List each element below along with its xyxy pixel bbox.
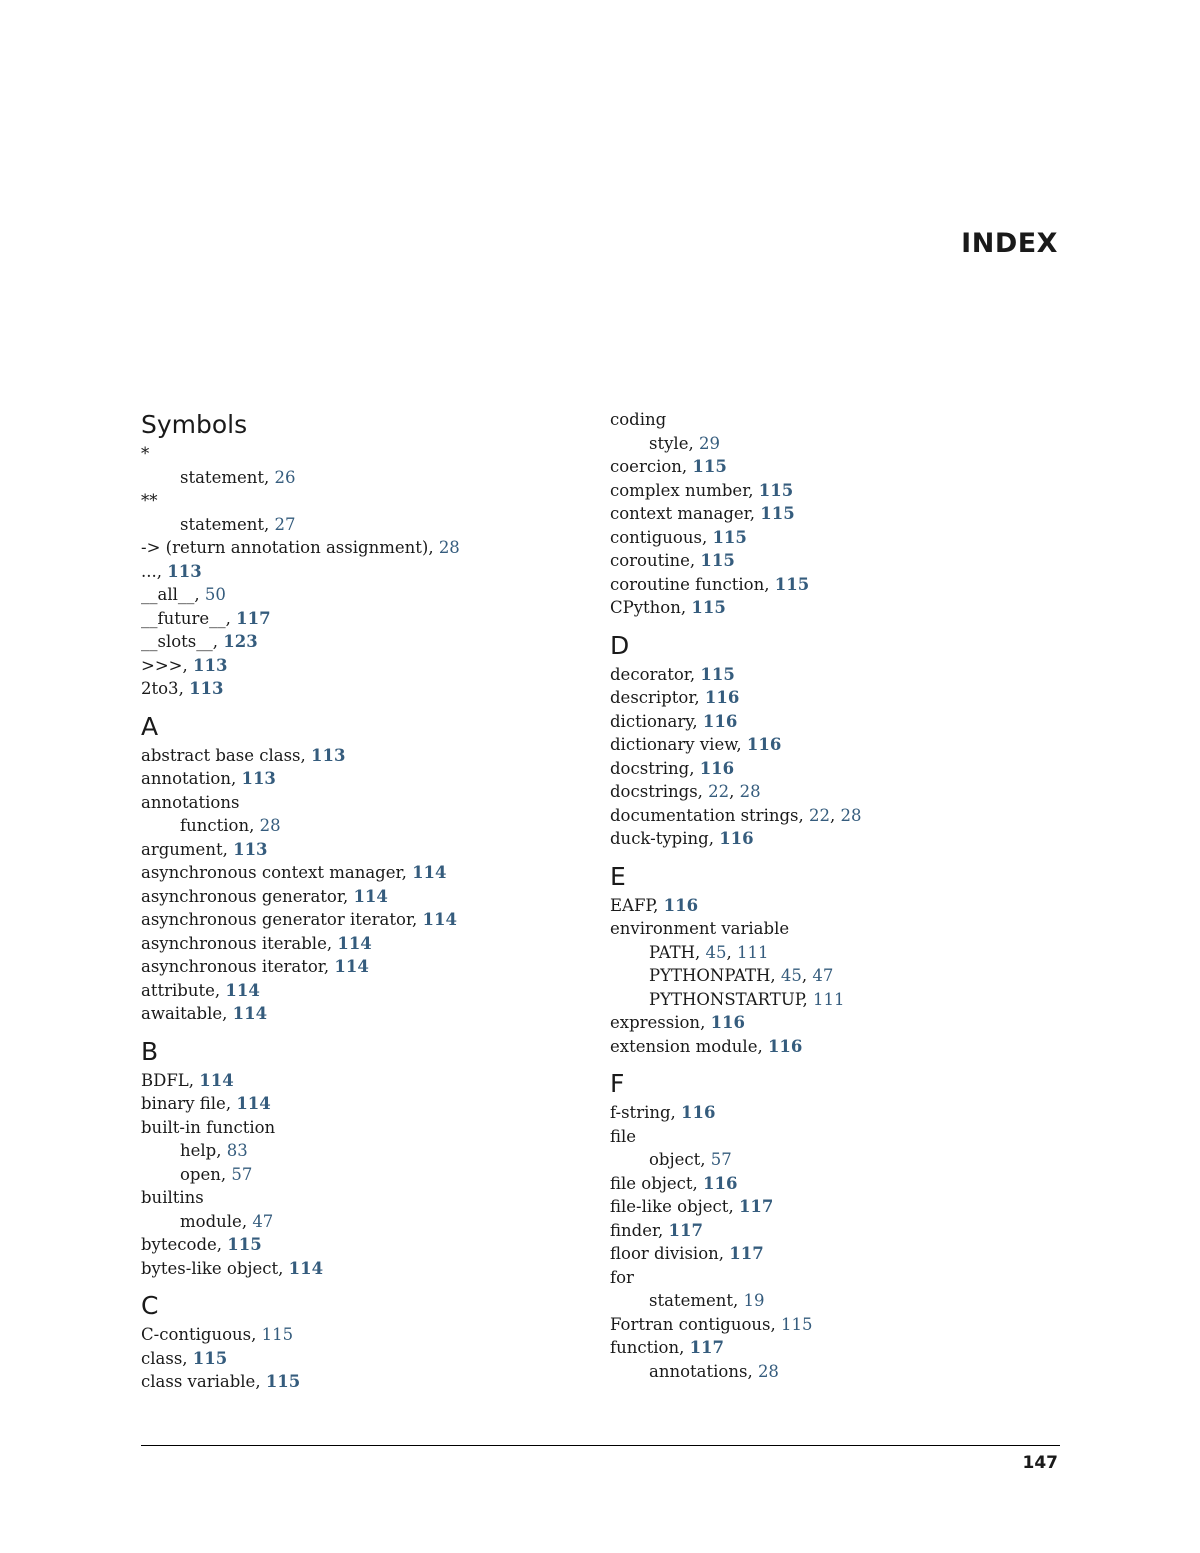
index-term: coding: [610, 410, 667, 429]
index-entry: dictionary, 116: [610, 711, 738, 731]
index-entry: bytecode, 115: [141, 1235, 262, 1254]
page-reference-link[interactable]: 114: [199, 1070, 234, 1090]
index-term: for: [610, 1267, 634, 1287]
index-subentry: PATH, 45, 111: [649, 942, 769, 962]
section-heading: A: [141, 711, 159, 741]
page-reference-link[interactable]: 116: [767, 1036, 803, 1056]
index-entry: [610, 1125, 1050, 1149]
page-reference-link[interactable]: 22: [708, 782, 730, 801]
page-reference-link[interactable]: 114: [334, 957, 369, 976]
page-reference-link[interactable]: 117: [689, 1338, 725, 1357]
index-entry: asynchronous generator, 114: [141, 886, 388, 906]
index-entry: CPython, 115: [610, 598, 726, 617]
index-term: f-string: [610, 1103, 671, 1122]
index-subentry: function, 28: [180, 816, 281, 835]
index-term: Fortran contiguous: [610, 1314, 771, 1334]
index-term: built-in function: [141, 1117, 276, 1137]
page-reference-link[interactable]: 28: [757, 1361, 779, 1381]
index-term: context manager: [610, 504, 750, 523]
index-column-left: [141, 408, 581, 1394]
page-reference-link[interactable]: 28: [840, 805, 862, 825]
index-term: PYTHONSTARTUP: [649, 989, 803, 1009]
page-reference-link[interactable]: 115: [700, 551, 735, 570]
page-reference-link[interactable]: 115: [758, 480, 794, 500]
index-term: documentation strings: [610, 805, 799, 825]
page-reference-link[interactable]: 117: [668, 1220, 703, 1240]
index-term: expression: [610, 1013, 701, 1032]
index-term: builtins: [141, 1188, 204, 1207]
index-term: help: [180, 1141, 217, 1160]
index-term: asynchronous generator iterator: [141, 910, 413, 929]
index-term: >>>: [141, 655, 183, 675]
index-entry: finder, 117: [610, 1220, 703, 1240]
page-reference-link[interactable]: 50: [204, 585, 226, 604]
page-reference-link[interactable]: 45: [780, 966, 802, 985]
index-entry: contiguous, 115: [610, 527, 747, 547]
index-term: __future__: [141, 608, 226, 628]
index-subentry: module, 47: [180, 1211, 274, 1231]
index-entry: f-string, 116: [610, 1103, 716, 1122]
page-reference-link[interactable]: 57: [231, 1164, 253, 1184]
section-heading: F: [610, 1069, 625, 1098]
index-entry: dictionary view, 116: [610, 735, 782, 754]
index-term: awaitable: [141, 1004, 223, 1023]
index-term: coroutine: [610, 551, 690, 570]
page-reference-link[interactable]: 115: [192, 1348, 228, 1368]
page-reference-link[interactable]: 115: [691, 598, 726, 617]
page-reference-link[interactable]: 111: [812, 989, 845, 1009]
index-term: abstract base class: [141, 745, 301, 765]
page-reference-link[interactable]: 114: [353, 886, 388, 906]
page-reference-link[interactable]: 114: [232, 1004, 268, 1023]
page-reference-link[interactable]: 22: [809, 805, 831, 825]
index-term: extension module: [610, 1036, 758, 1056]
index-term: statement: [649, 1291, 733, 1310]
page-reference-link[interactable]: 117: [729, 1244, 764, 1263]
page-reference-link[interactable]: 116: [704, 688, 740, 707]
index-term: asynchronous iterable: [141, 933, 327, 953]
index-entry: expression, 116: [610, 1013, 746, 1032]
page-reference-link[interactable]: 113: [167, 561, 202, 581]
index-entry: file-like object, 117: [610, 1197, 774, 1216]
index-term: __slots__: [141, 632, 213, 651]
index-entry: ..., 113: [141, 561, 202, 581]
page-reference-link[interactable]: 111: [737, 942, 769, 962]
page-reference-link[interactable]: 115: [692, 457, 727, 476]
section-heading: E: [610, 861, 626, 891]
index-entry: asynchronous context manager, 114: [141, 863, 447, 882]
index-term: PYTHONPATH: [649, 966, 771, 985]
page-reference-link[interactable]: 113: [189, 679, 224, 698]
index-entry: [610, 1266, 1050, 1290]
index-term: asynchronous generator: [141, 886, 343, 906]
index-term: coercion: [610, 457, 682, 476]
index-entry: asynchronous generator iterator, 114: [141, 910, 457, 929]
page-reference-link[interactable]: 47: [252, 1211, 274, 1231]
index-term: class variable: [141, 1372, 256, 1391]
index-subentry: PYTHONPATH, 45, 47: [649, 966, 834, 985]
section-heading: Symbols: [141, 410, 248, 439]
page-reference-link[interactable]: 113: [192, 655, 228, 675]
page-reference-link[interactable]: 116: [702, 711, 738, 731]
index-entry: docstring, 116: [610, 758, 735, 778]
index-term: -> (return annotation assignment): [141, 538, 429, 557]
index-term: file object: [610, 1173, 693, 1193]
index-subentry: annotations, 28: [649, 1361, 779, 1381]
index-entry: function, 117: [610, 1338, 725, 1357]
index-column-right: [610, 408, 1050, 1383]
index-term: function: [180, 816, 250, 835]
index-entry: duck-typing, 116: [610, 829, 754, 848]
index-entry: class variable, 115: [141, 1372, 301, 1391]
index-entry: 2to3, 113: [141, 679, 224, 698]
index-entry: __all__, 50: [141, 585, 226, 604]
page-reference-link[interactable]: 116: [746, 735, 782, 754]
index-entry: floor division, 117: [610, 1244, 764, 1263]
page-reference-link[interactable]: 114: [225, 980, 260, 1000]
index-term: BDFL: [141, 1070, 189, 1090]
section-heading: D: [610, 630, 630, 660]
index-term: file: [610, 1126, 637, 1146]
index-term: bytecode: [141, 1235, 217, 1254]
page-reference-link[interactable]: 45: [705, 942, 727, 962]
page-reference-link[interactable]: 116: [703, 1173, 738, 1193]
page-reference-link[interactable]: 115: [760, 504, 795, 523]
page-reference-link[interactable]: 28: [438, 538, 460, 557]
index-term: descriptor: [610, 688, 695, 707]
page-number: 147: [1022, 1453, 1058, 1473]
page-reference-link[interactable]: 113: [311, 745, 346, 765]
page-reference-link[interactable]: 29: [698, 433, 720, 453]
page-reference-link[interactable]: 115: [227, 1235, 262, 1254]
index-term: open: [180, 1164, 221, 1184]
index-entry: docstrings, 22, 28: [610, 782, 761, 801]
index-term: coroutine function: [610, 574, 765, 594]
index-entry: [141, 489, 581, 513]
index-subentry: statement, 19: [649, 1291, 765, 1310]
index-entry: coercion, 115: [610, 457, 727, 476]
index-term: decorator: [610, 664, 690, 684]
index-entry: Fortran contiguous, 115: [610, 1314, 813, 1334]
page-reference-link[interactable]: 115: [774, 574, 810, 594]
page-reference-link[interactable]: 28: [739, 782, 761, 801]
index-term: style: [649, 433, 689, 453]
page-reference-link[interactable]: 116: [681, 1103, 716, 1122]
index-subentry: style, 29: [649, 433, 720, 453]
index-term: module: [180, 1211, 242, 1231]
page-reference-link[interactable]: 116: [663, 895, 699, 915]
index-entry: BDFL, 114: [141, 1070, 234, 1090]
index-subentry: help, 83: [180, 1141, 248, 1160]
page-reference-link[interactable]: 114: [236, 1094, 271, 1113]
footer-rule: [141, 1445, 1060, 1446]
index-subentry: PYTHONSTARTUP, 111: [649, 989, 845, 1009]
index-entry: binary file, 114: [141, 1094, 271, 1113]
index-entry: decorator, 115: [610, 664, 735, 684]
index-term: dictionary: [610, 711, 693, 731]
page-reference-link[interactable]: 115: [712, 527, 747, 547]
section-heading: C: [141, 1291, 159, 1320]
index-term: object: [649, 1150, 701, 1169]
index-term: asynchronous iterator: [141, 957, 324, 976]
index-entry: __slots__, 123: [141, 632, 258, 651]
index-entry: extension module, 116: [610, 1036, 803, 1056]
index-entry: EAFP, 116: [610, 895, 699, 915]
index-entry: -> (return annotation assignment), 28: [141, 538, 460, 557]
page-reference-link[interactable]: 115: [265, 1372, 301, 1391]
index-entry: context manager, 115: [610, 504, 795, 523]
index-entry: coroutine, 115: [610, 551, 735, 570]
index-term: finder: [610, 1220, 659, 1240]
index-entry: descriptor, 116: [610, 688, 740, 707]
index-entry: bytes-like object, 114: [141, 1258, 324, 1278]
index-term: environment variable: [610, 919, 790, 938]
index-entry: argument, 113: [141, 839, 268, 859]
page-reference-link[interactable]: 116: [699, 758, 735, 778]
page-reference-link[interactable]: 117: [236, 608, 271, 628]
index-term: duck-typing: [610, 829, 709, 848]
page-reference-link[interactable]: 114: [288, 1258, 324, 1278]
index-term: annotations: [649, 1361, 748, 1381]
index-term: binary file: [141, 1094, 226, 1113]
index-entry: awaitable, 114: [141, 1004, 268, 1023]
page-reference-link[interactable]: 115: [261, 1325, 294, 1344]
index-subentry: object, 57: [649, 1150, 732, 1169]
index-entry: complex number, 115: [610, 480, 794, 500]
page-reference-link[interactable]: 83: [226, 1141, 248, 1160]
page-reference-link[interactable]: 114: [337, 933, 372, 953]
index-entry: annotation, 113: [141, 769, 276, 788]
index-term: CPython: [610, 598, 681, 617]
page-reference-link[interactable]: 115: [781, 1314, 813, 1334]
page-reference-link[interactable]: 113: [233, 839, 268, 859]
index-entry: coroutine function, 115: [610, 574, 810, 594]
page-reference-link[interactable]: 116: [710, 1013, 746, 1032]
index-term: class: [141, 1348, 183, 1368]
index-entry: abstract base class, 113: [141, 745, 346, 765]
index-term: function: [610, 1338, 680, 1357]
index-term: statement: [180, 514, 264, 534]
index-term: docstring: [610, 758, 690, 778]
index-entry: __future__, 117: [141, 608, 271, 628]
index-subentry: open, 57: [180, 1164, 253, 1184]
index-term: **: [141, 491, 158, 510]
page-reference-link[interactable]: 19: [743, 1291, 765, 1310]
page-reference-link[interactable]: 116: [719, 829, 754, 848]
page-reference-link[interactable]: 26: [274, 467, 296, 487]
section-heading: B: [141, 1036, 159, 1066]
index-entry: asynchronous iterator, 114: [141, 957, 369, 976]
index-term: PATH: [649, 942, 695, 962]
index-term: complex number: [610, 480, 749, 500]
page-reference-link[interactable]: 57: [710, 1150, 732, 1169]
index-term: file-like object: [610, 1197, 729, 1216]
index-term: ...: [141, 561, 157, 581]
index-term: __all__: [141, 585, 195, 604]
page-reference-link[interactable]: 47: [812, 966, 834, 985]
index-term: *: [141, 444, 150, 463]
index-term: contiguous: [610, 527, 702, 547]
page-reference-link[interactable]: 113: [241, 769, 276, 788]
index-term: C-contiguous: [141, 1325, 252, 1344]
index-entry: [141, 1186, 581, 1210]
index-term: argument: [141, 839, 223, 859]
index-term: attribute: [141, 980, 215, 1000]
index-term: bytes-like object: [141, 1258, 279, 1278]
index-entry: [610, 408, 1050, 432]
index-entry: class, 115: [141, 1348, 228, 1368]
index-entry: asynchronous iterable, 114: [141, 933, 372, 953]
index-entry: C-contiguous, 115: [141, 1325, 294, 1344]
index-term: EAFP: [610, 895, 654, 915]
page-title: INDEX: [961, 228, 1058, 259]
page-reference-link[interactable]: 114: [412, 863, 447, 882]
page-reference-link[interactable]: 123: [223, 632, 258, 651]
index-subentry: statement, 27: [180, 514, 296, 534]
page-reference-link[interactable]: 28: [259, 816, 281, 835]
index-entry: documentation strings, 22, 28: [610, 805, 862, 825]
page-reference-link[interactable]: 115: [700, 664, 735, 684]
index-subentry: statement, 26: [180, 467, 296, 487]
index-entry: >>>, 113: [141, 655, 228, 675]
index-term: floor division: [610, 1244, 719, 1263]
index-term: dictionary view: [610, 735, 737, 754]
page-reference-link[interactable]: 117: [738, 1197, 774, 1216]
index-term: annotation: [141, 769, 231, 788]
index-term: annotations: [141, 792, 240, 812]
page-reference-link[interactable]: 114: [422, 910, 457, 929]
index-entry: file object, 116: [610, 1173, 738, 1193]
index-entry: [141, 1116, 581, 1140]
index-term: asynchronous context manager: [141, 863, 402, 882]
index-term: 2to3: [141, 679, 179, 698]
index-entry: [610, 917, 1050, 941]
index-entry: attribute, 114: [141, 980, 260, 1000]
index-term: docstrings: [610, 782, 698, 801]
page-reference-link[interactable]: 27: [274, 514, 296, 534]
index-term: statement: [180, 467, 264, 487]
index-entry: [141, 791, 581, 815]
index-entry: [141, 442, 581, 466]
